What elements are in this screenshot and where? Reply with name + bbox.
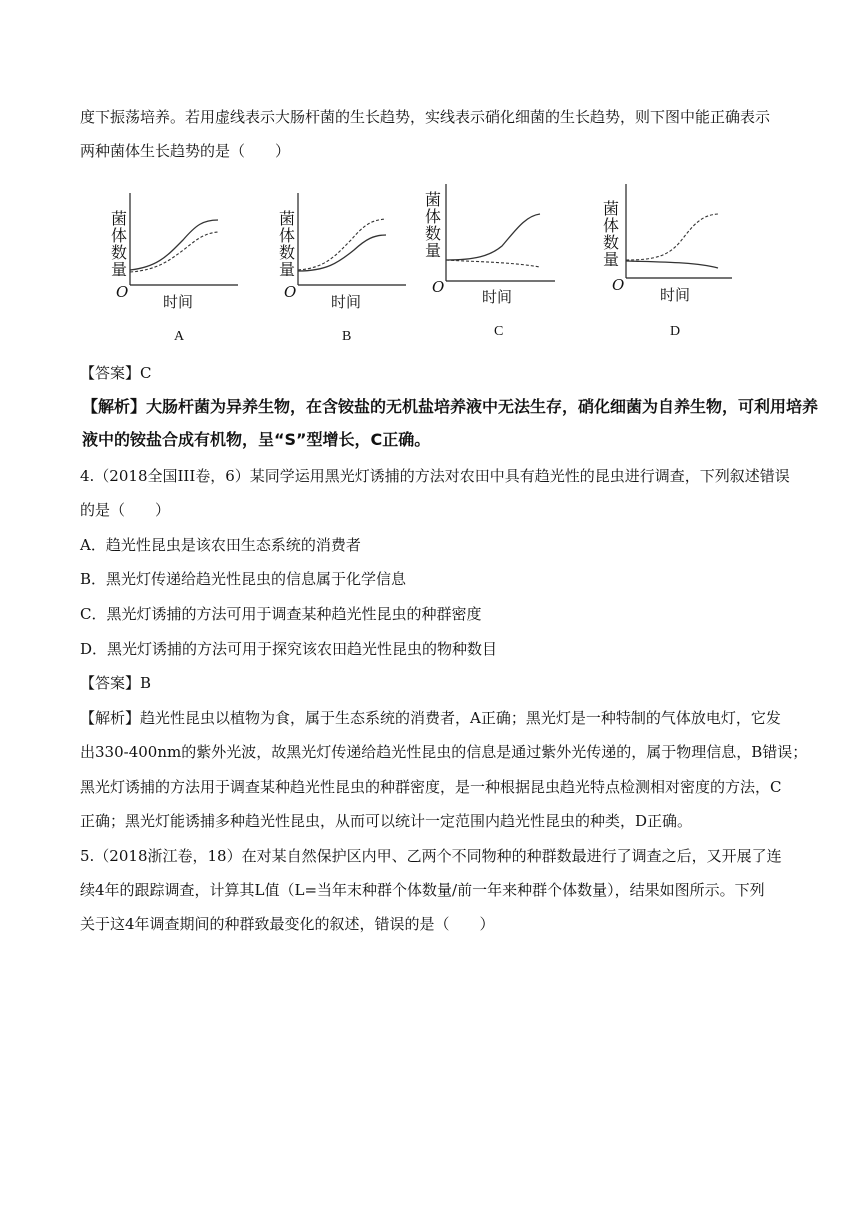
graph-d-ylabel: 菌 体 数 量 (602, 199, 619, 269)
q4-option-c: C．黑光灯诱捕的方法可用于调查某种趋光性昆虫的种群密度 (80, 605, 482, 623)
q3-analysis-line-1: 【解析】大肠杆菌为异养生物，在含铵盐的无机盐培养液中无法生存，硝化细菌为自养生物，可利用培养 (82, 397, 819, 416)
graph-b-plot (276, 185, 416, 300)
q4-answer: 【答案】B (80, 674, 152, 692)
graph-c-solid-curve (446, 214, 540, 260)
graph-b-caption: B (342, 329, 352, 344)
q4-stem-line-1: 4.（2018全国III卷，6）某同学运用黑光灯诱捕的方法对农田中具有趋光性的昆虫进行调查，下列叙述错误 (80, 467, 790, 485)
q4-analysis-line-4: 正确；黑光灯能诱捕多种趋光性昆虫，从而可以统计一定范围内趋光性昆虫的种类，D正确。 (80, 812, 693, 830)
graph-a (108, 185, 248, 345)
graph-c-dashed-curve (446, 260, 540, 267)
graph-b-solid-curve (298, 235, 386, 271)
graph-c-ylabel: 菌 体 数 量 (424, 190, 441, 260)
intro-line-1: 度下振荡培养。若用虚线表示大肠杆菌的生长趋势，实线表示硝化细菌的生长趋势，则下图中能正确表示 (80, 108, 771, 126)
graph-d-dashed-curve (626, 214, 718, 260)
graph-a-plot (108, 185, 248, 300)
graph-d-xlabel: 时间 (660, 286, 691, 304)
graph-b-origin: O (284, 283, 297, 301)
q4-option-d: D．黑光灯诱捕的方法可用于探究该农田趋光性昆虫的物种数目 (80, 640, 498, 658)
graph-b-ylabel: 菌 体 数 量 (278, 209, 295, 279)
graph-a-origin: O (116, 283, 129, 301)
q5-stem-line-3: 关于这4年调查期间的种群致最变化的叙述，错误的是（ ） (80, 915, 495, 933)
graph-b-xlabel: 时间 (331, 293, 362, 311)
graph-b (276, 185, 416, 345)
q4-analysis-line-2: 出330-400nm的紫外光波，故黑光灯传递给趋光性昆虫的信息是通过紫外光传递的，属于物理信息，B错误； (80, 743, 808, 761)
graph-c-xlabel: 时间 (482, 288, 513, 306)
graph-c-origin: O (432, 278, 445, 296)
graph-c-caption: C (494, 324, 504, 339)
graph-a-ylabel: 菌 体 数 量 (110, 209, 127, 279)
q4-analysis-line-3: 黑光灯诱捕的方法用于调查某种趋光性昆虫的种群密度，是一种根据昆虫趋光特点检测相对密度的方法，C (80, 778, 782, 796)
graph-a-solid-curve (130, 220, 218, 270)
q5-stem-line-2: 续4年的跟踪调查，计算其L值（L=当年末种群个体数量/前一年来种群个体数量），结果如图所示。下列 (80, 881, 765, 899)
graph-d (600, 182, 740, 347)
intro-line-2: 两种菌体生长趋势的是（ ） (80, 142, 291, 160)
q4-analysis-line-1: 【解析】趋光性昆虫以植物为食，属于生态系统的消费者，A正确；黑光灯是一种特制的气体放电灯，它发 (80, 709, 781, 727)
q5-stem-line-1: 5.（2018浙江卷，18）在对某自然保护区内甲、乙两个不同物种的种群数最进行了调查之后，又开展了连 (80, 847, 782, 865)
graph-d-origin: O (612, 276, 625, 294)
q4-option-b: B．黑光灯传递给趋光性昆虫的信息属于化学信息 (80, 570, 407, 588)
graph-a-xlabel: 时间 (163, 293, 194, 311)
graph-a-dashed-curve (130, 232, 218, 272)
q3-analysis-line-2: 液中的铵盐合成有机物，呈“S”型增长，C正确。 (82, 430, 431, 449)
graph-b-dashed-curve (298, 219, 386, 270)
graph-c-plot (430, 176, 570, 296)
q4-stem-line-2: 的是（ ） (80, 501, 171, 519)
graph-d-caption: D (670, 324, 681, 339)
q4-option-a: A．趋光性昆虫是该农田生态系统的消费者 (80, 536, 361, 554)
graph-c (424, 176, 570, 346)
graph-d-solid-curve (626, 261, 718, 268)
q3-answer: 【答案】C (80, 364, 152, 382)
graph-a-caption: A (174, 329, 185, 344)
